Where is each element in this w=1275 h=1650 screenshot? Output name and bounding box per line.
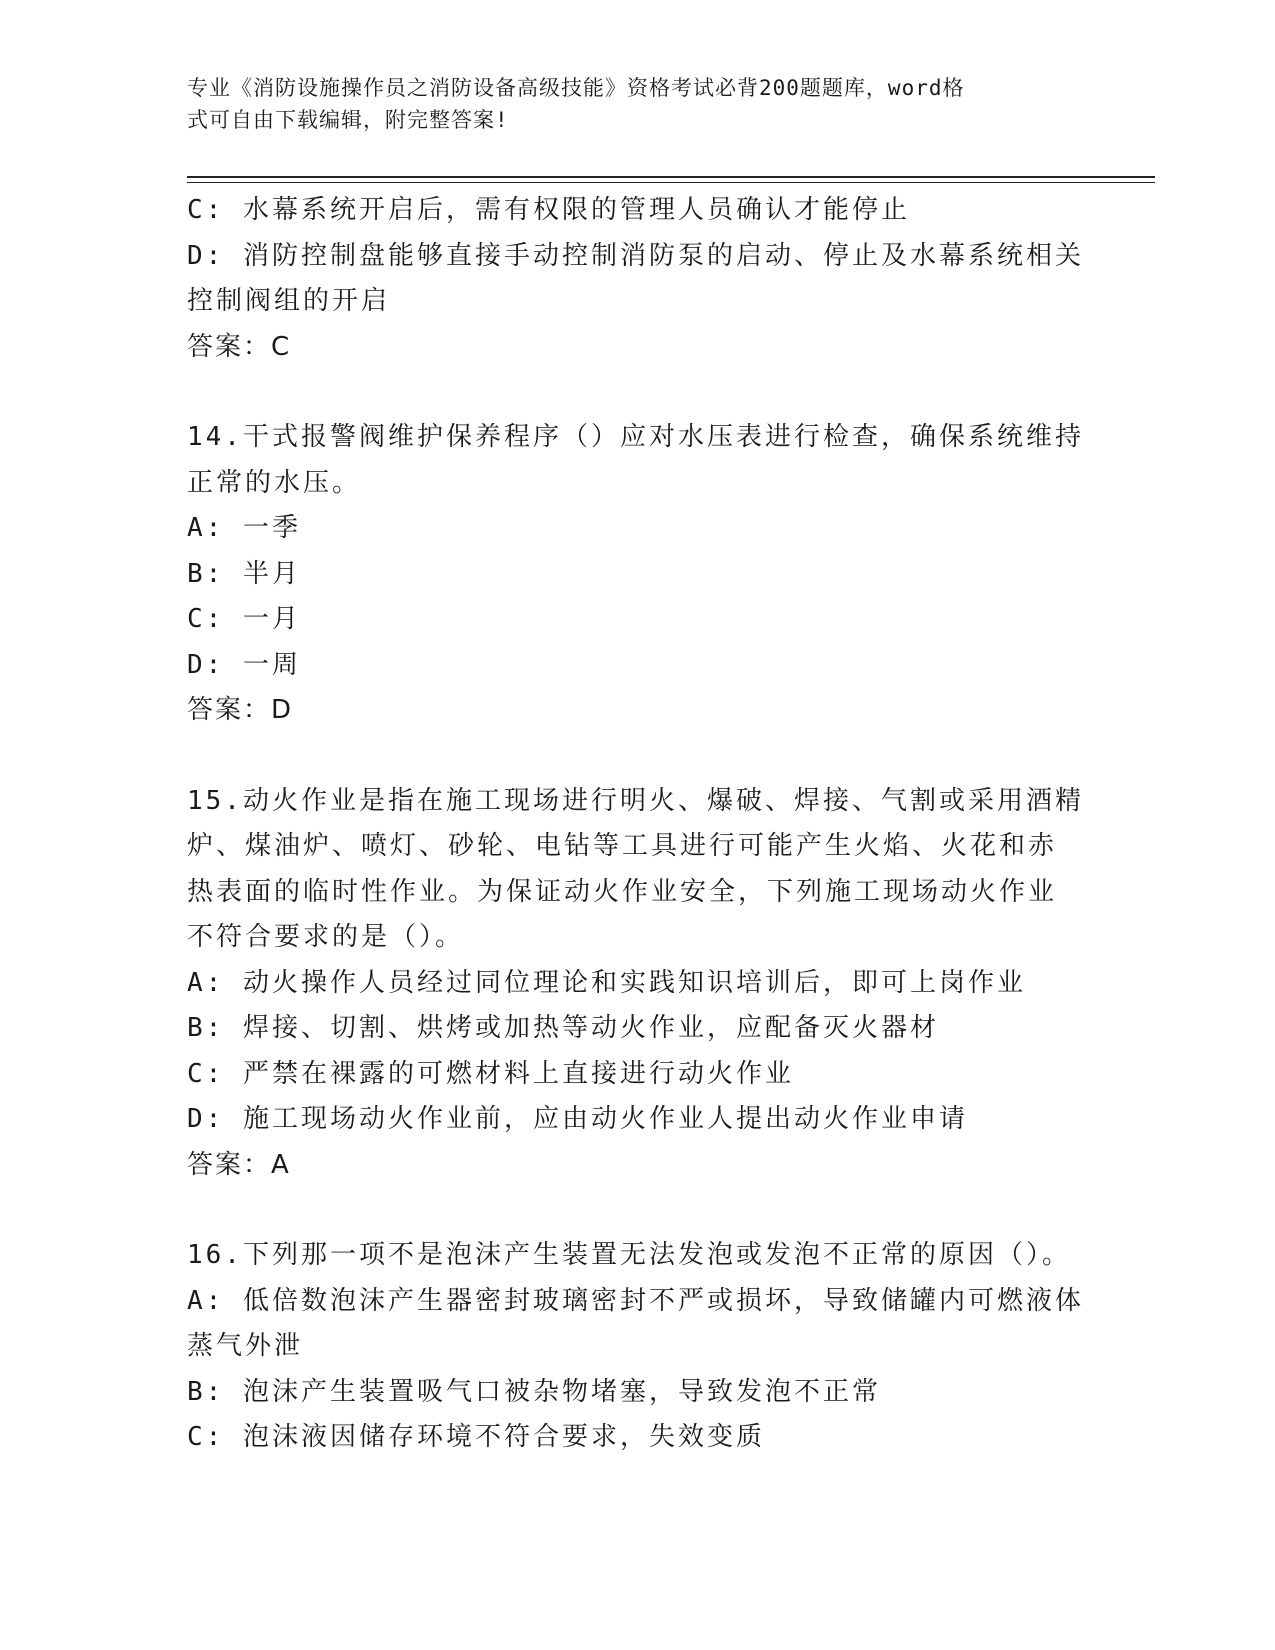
header-divider-thin <box>187 182 1155 183</box>
question-stem: 15.动火作业是指在施工现场进行明火、爆破、焊接、气割或采用酒精 <box>187 785 1084 816</box>
question-15 <box>187 779 1087 1189</box>
spacer <box>187 370 1087 415</box>
option-c: C: 严禁在裸露的可燃材料上直接进行动火作业 <box>187 1058 794 1089</box>
question-stem-continued: 热表面的临时性作业。为保证动火作业安全，下列施工现场动火作业 <box>187 876 1058 907</box>
question-13-tail <box>187 188 1087 370</box>
document-header <box>187 72 1067 136</box>
question-16 <box>187 1233 1087 1461</box>
question-stem: 16.下列那一项不是泡沫产生装置无法发泡或发泡不正常的原因（）。 <box>187 1240 1071 1270</box>
option-b: B: 焊接、切割、烘烤或加热等动火作业，应配备灭火器材 <box>187 1013 939 1043</box>
question-list <box>187 188 1087 1461</box>
header-divider-thick <box>187 176 1155 178</box>
answer: 答案：C <box>187 331 292 362</box>
question-stem-continued: 正常的水压。 <box>187 467 362 498</box>
question-stem: 14.干式报警阀维护保养程序（）应对水压表进行检查，确保系统维持 <box>187 422 1084 452</box>
option-c: C: 一月 <box>187 604 301 634</box>
option-d-continued: 控制阀组的开启 <box>187 286 391 316</box>
answer: 答案：D <box>187 695 294 725</box>
header-line-2: 式可自由下载编辑，附完整答案! <box>187 108 509 132</box>
option-b: B: 泡沫产生装置吸气口被杂物堵塞，导致发泡不正常 <box>187 1376 881 1407</box>
option-d: D: 消防控制盘能够直接手动控制消防泵的启动、停止及水幕系统相关 <box>187 240 1084 271</box>
header-line-1: 专业《消防设施操作员之消防设备高级技能》资格考试必背200题题库，word格 <box>187 76 965 100</box>
question-stem-continued: 炉、煤油炉、喷灯、砂轮、电钻等工具进行可能产生火焰、火花和赤 <box>187 831 1058 861</box>
option-a: A: 一季 <box>187 513 301 543</box>
option-d: D: 一周 <box>187 649 301 680</box>
option-a: A: 低倍数泡沫产生器密封玻璃密封不严或损坏，导致储罐内可燃液体 <box>187 1285 1084 1316</box>
spacer <box>187 734 1087 779</box>
option-c: C: 泡沫液因储存环境不符合要求，失效变质 <box>187 1422 765 1452</box>
option-d: D: 施工现场动火作业前，应由动火作业人提出动火作业申请 <box>187 1104 968 1134</box>
question-stem-continued: 不符合要求的是（）。 <box>187 922 465 952</box>
option-a: A: 动火操作人员经过同位理论和实践知识培训后，即可上岗作业 <box>187 967 1026 998</box>
option-c: C: 水幕系统开启后，需有权限的管理人员确认才能停止 <box>187 195 910 225</box>
answer: 答案：A <box>187 1149 291 1180</box>
spacer <box>187 1188 1087 1233</box>
question-14 <box>187 415 1087 734</box>
option-a-continued: 蒸气外泄 <box>187 1331 304 1361</box>
option-b: B: 半月 <box>187 558 301 589</box>
